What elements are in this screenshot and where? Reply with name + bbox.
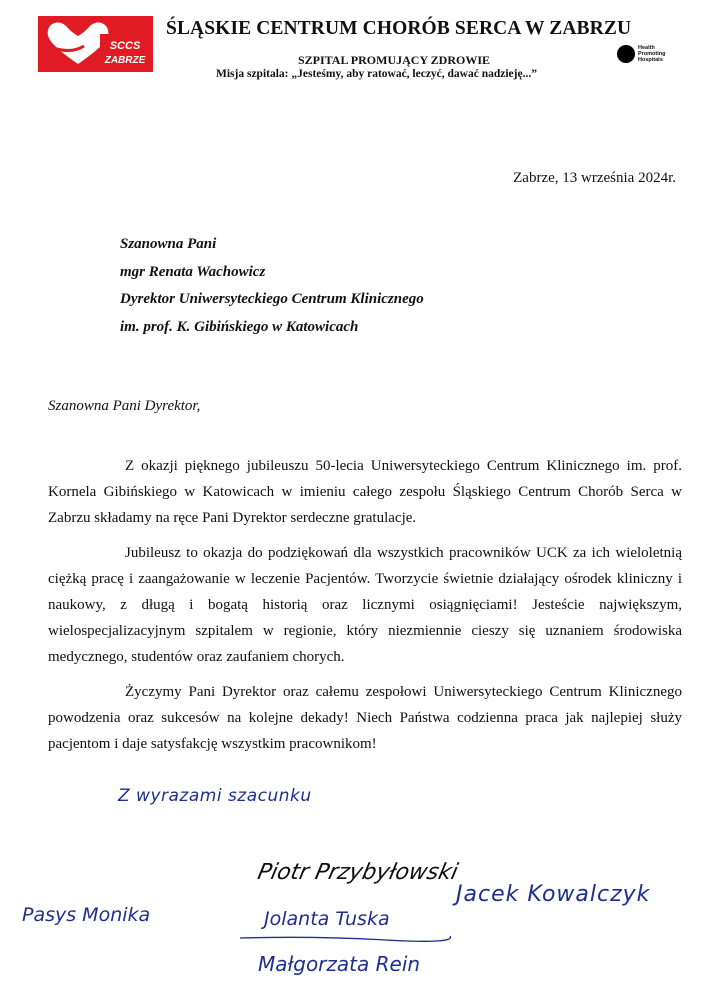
signature-5 xyxy=(256,948,426,992)
hospital-name: ŚLĄSKIE CENTRUM CHORÓB SERCA W ZABRZU xyxy=(166,18,632,39)
hph-line3: Hospitals xyxy=(638,57,663,64)
logo-text-line1: SCCS xyxy=(109,40,141,52)
signature-text: Pasys Monika xyxy=(22,904,151,926)
salutation: Szanowna Pani Dyrektor, xyxy=(48,398,201,414)
hph-label xyxy=(638,45,688,64)
body-paragraph: Jubileusz to okazja do podziękowań dla wszystkich pracowników UCK za ich wieloletnią ciężką pracę i zaangażowanie w leczenie Pacjentów. Tworzycie świetnie działający ośrodek kliniczny i naukowy, z długą i bogatą historią oraz licznymi osiągnięciami! Jesteście największym, wielospecjalizacyjnym szpitalem w regionie, który niezmiennie cieszy się uznaniem środowiska medycznego, studentów oraz zaufaniem chorych. xyxy=(48,544,682,666)
hph-line1: Health xyxy=(638,45,655,51)
signature-4 xyxy=(454,880,684,920)
hospital-subtitle: SZPITAL PROMUJĄCY ZDROWIE xyxy=(298,53,491,67)
signature-text: Piotr Przybyłowski xyxy=(255,860,461,885)
closing-handwritten: Z wyrazami szacunku xyxy=(118,786,312,806)
letter-date: Zabrze, 13 września 2024r. xyxy=(513,170,676,186)
hph-logo-icon xyxy=(617,45,635,63)
recipient-line: Szanowna Pani xyxy=(120,236,217,252)
logo-text-line2: ZABRZE xyxy=(104,55,146,66)
signature-text: Jacek Kowalczyk xyxy=(456,882,651,907)
signature-1 xyxy=(254,852,461,902)
signature-text: Jolanta Tuska xyxy=(264,908,390,930)
signature-text: Małgorzata Rein xyxy=(258,952,421,976)
body-paragraph: Z okazji pięknego jubileuszu 50-lecia Uniwersyteckiego Centrum Klinicznego im. prof. Kornela Gibińskiego w Katowicach w imieniu całego zespołu Śląskiego Centrum Chorób Serca w Zabrzu składamy na ręce Pani Dyrektor serdeczne gratulacje. xyxy=(48,458,682,527)
recipient-line: im. prof. K. Gibińskiego w Katowicach xyxy=(120,319,359,336)
letter-body xyxy=(48,453,682,757)
hospital-motto: Misja szpitala: „Jesteśmy, aby ratować, leczyć, dawać nadzieję...” xyxy=(216,68,537,80)
signature-2 xyxy=(20,900,200,940)
recipient-line: Dyrektor Uniwersyteckiego Centrum Klinicznego xyxy=(120,291,424,308)
signature-3 xyxy=(236,906,456,948)
sccs-logo xyxy=(38,16,153,72)
recipient-line: mgr Renata Wachowicz xyxy=(120,263,266,280)
body-paragraph: Życzymy Pani Dyrektor oraz całemu zespołowi Uniwersyteckiego Centrum Klinicznego powodzenia oraz sukcesów na kolejne dekady! Niech Państwa codzienna praca jak najlepiej służy pacjentom i daje satysfakcję wszystkim pracownikom! xyxy=(48,683,682,753)
hph-line2: Promoting xyxy=(638,51,666,58)
recipient-block xyxy=(120,231,424,342)
